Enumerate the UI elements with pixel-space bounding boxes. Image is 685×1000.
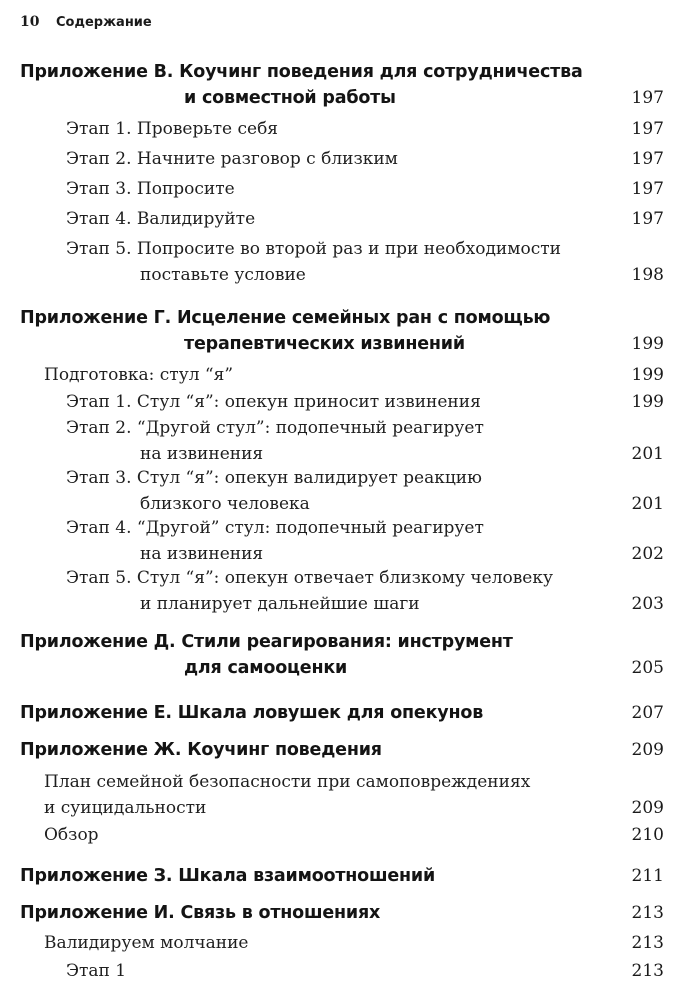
toc-entry-title-line: Этап 2. “Другой стул”: подопечный реагирует bbox=[66, 418, 484, 438]
toc-entry-title-line: и планирует дальнейшие шаги bbox=[140, 594, 420, 614]
toc-entry-stage bbox=[0, 958, 685, 984]
toc-entry-appendix bbox=[0, 305, 685, 357]
toc-entry-title-line: на извинения bbox=[140, 444, 264, 464]
toc-entry-stage bbox=[0, 146, 685, 172]
toc-entry-title-line: для самооценки bbox=[184, 658, 348, 678]
toc-entry-title-line: и совместной работы bbox=[184, 88, 396, 108]
toc-entry-title-line: Подготовка: стул “я” bbox=[44, 365, 234, 385]
toc-entry-stage bbox=[0, 236, 685, 288]
toc-entry-title-line: Приложение И. Связь в отношениях bbox=[20, 903, 381, 923]
toc-entry-title-line: Этап 4. “Другой” стул: подопечный реагирует bbox=[66, 518, 484, 538]
toc-entry-section bbox=[0, 769, 685, 821]
toc-page-number: 199 bbox=[631, 365, 664, 385]
toc-page-number: 202 bbox=[631, 544, 664, 564]
toc-entry-title-line: План семейной безопасности при самоповреждениях bbox=[44, 772, 531, 792]
toc-page-number: 207 bbox=[631, 703, 664, 723]
toc-page-number: 201 bbox=[631, 444, 664, 464]
toc-page-number: 197 bbox=[631, 209, 664, 229]
toc-entry-title-line: Этап 3. Стул “я”: опекун валидирует реакцию bbox=[66, 468, 482, 488]
toc-entry-appendix bbox=[0, 700, 685, 726]
toc-entry-section bbox=[0, 362, 685, 388]
toc-page-number: 197 bbox=[631, 149, 664, 169]
running-head-page-number: 10 bbox=[20, 14, 40, 30]
toc-entry-title-line: Этап 5. Попросите во второй раз и при необходимости bbox=[66, 239, 561, 259]
toc-entry-stage bbox=[0, 206, 685, 232]
toc-entry-stage bbox=[0, 176, 685, 202]
toc-entry-stage bbox=[0, 389, 685, 415]
toc-entry-appendix bbox=[0, 629, 685, 681]
toc-entry-appendix bbox=[0, 59, 685, 111]
toc-entry-title-line: Этап 1 bbox=[66, 961, 127, 981]
toc-entry-stage bbox=[0, 465, 685, 517]
toc-entry-stage bbox=[0, 515, 685, 567]
toc-entry-appendix bbox=[0, 737, 685, 763]
toc-entry-appendix bbox=[0, 863, 685, 889]
toc-entry-title-line: Приложение В. Коучинг поведения для сотрудничества bbox=[20, 62, 583, 82]
toc-entry-title-line: Этап 3. Попросите bbox=[66, 179, 235, 199]
toc-page-number: 213 bbox=[631, 933, 664, 953]
toc-page-number: 209 bbox=[631, 740, 664, 760]
toc-page-number: 197 bbox=[631, 119, 664, 139]
toc-entry-title-line: Этап 5. Стул “я”: опекун отвечает близкому человеку bbox=[66, 568, 553, 588]
running-head-title: Содержание bbox=[56, 15, 152, 30]
toc-page-number: 203 bbox=[631, 594, 664, 614]
toc-entry-title-line: и суицидальности bbox=[44, 798, 207, 818]
toc-page-number: 213 bbox=[631, 961, 664, 981]
toc-entry-stage bbox=[0, 415, 685, 467]
toc-entry-title-line: Приложение З. Шкала взаимоотношений bbox=[20, 866, 436, 886]
toc-entry-section bbox=[0, 822, 685, 848]
toc-entry-stage bbox=[0, 116, 685, 142]
toc-page-number: 211 bbox=[631, 866, 664, 886]
toc-entry-title-line: Этап 2. Начните разговор с близким bbox=[66, 149, 398, 169]
toc-entry-title-line: терапевтических извинений bbox=[184, 334, 465, 354]
toc-entry-appendix bbox=[0, 900, 685, 926]
toc-entry-title-line: Этап 1. Проверьте себя bbox=[66, 119, 279, 139]
toc-page-number: 201 bbox=[631, 494, 664, 514]
toc-entry-title-line: Этап 4. Валидируйте bbox=[66, 209, 256, 229]
toc-page-number: 197 bbox=[631, 179, 664, 199]
toc-page-number: 199 bbox=[631, 334, 664, 354]
toc-entry-title-line: Этап 1. Стул “я”: опекун приносит извинения bbox=[66, 392, 481, 412]
toc-entry-title-line: на извинения bbox=[140, 544, 264, 564]
toc-page-number: 209 bbox=[631, 798, 664, 818]
running-head bbox=[20, 14, 152, 30]
toc-entry-title-line: близкого человека bbox=[140, 494, 310, 514]
toc-entry-title-line: Приложение Д. Стили реагирования: инструмент bbox=[20, 632, 513, 652]
toc-page-number: 205 bbox=[631, 658, 664, 678]
toc-entry-section bbox=[0, 930, 685, 956]
toc-page-number: 210 bbox=[631, 825, 664, 845]
toc-page-number: 198 bbox=[631, 265, 664, 285]
toc-page-number: 213 bbox=[631, 903, 664, 923]
toc-page-number: 197 bbox=[631, 88, 664, 108]
toc-entry-title-line: Приложение Г. Исцеление семейных ран с помощью bbox=[20, 308, 551, 328]
toc-entry-title-line: Приложение Ж. Коучинг поведения bbox=[20, 740, 382, 760]
toc-page-number: 199 bbox=[631, 392, 664, 412]
toc-entry-title-line: Приложение Е. Шкала ловушек для опекунов bbox=[20, 703, 484, 723]
toc-entry-stage bbox=[0, 565, 685, 617]
toc-entry-title-line: поставьте условие bbox=[140, 265, 306, 285]
toc-entry-title-line: Обзор bbox=[44, 825, 99, 845]
toc-entry-title-line: Валидируем молчание bbox=[44, 933, 249, 953]
